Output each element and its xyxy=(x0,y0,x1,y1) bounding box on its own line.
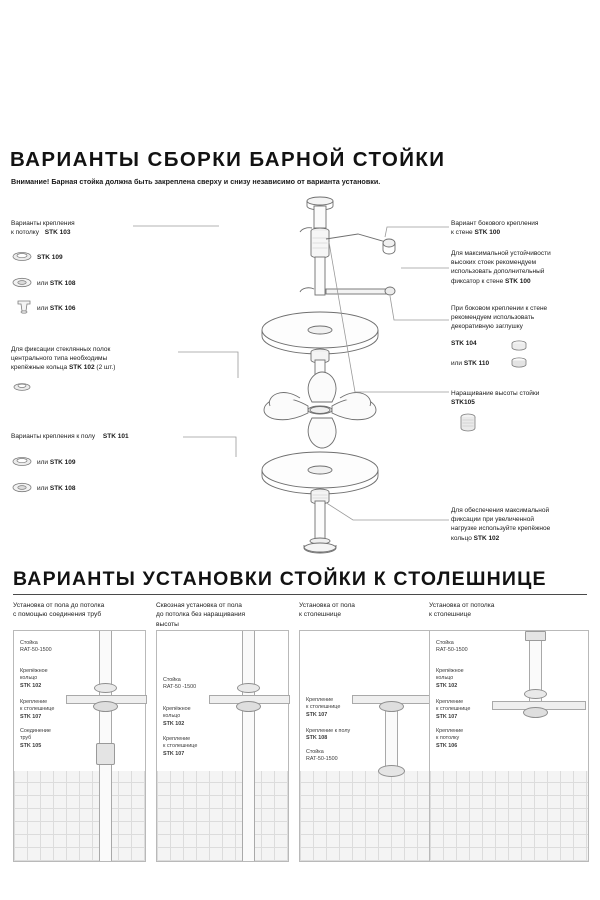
panel1-top-mount-stk107 xyxy=(93,701,118,712)
cap4-l2: к столешнице xyxy=(429,611,471,619)
code-stk103: STK 103 xyxy=(44,229,71,237)
p2-l1a: Крепёжное xyxy=(163,706,191,712)
section2-title: ВАРИАНТЫ УСТАНОВКИ СТОЙКИ К СТОЛЕШНИЦЕ xyxy=(13,568,547,590)
maxfix-line3: нагрузке используйте крепёжное xyxy=(451,525,551,533)
panel-variant-1 xyxy=(13,630,146,862)
p2-l1b: кольцо xyxy=(163,713,181,720)
panel3-label-countertop xyxy=(306,697,340,719)
panel-variant-3 xyxy=(299,630,432,862)
p4-l2b: к столешнице xyxy=(436,706,471,713)
cap3-l2: к столешнице xyxy=(299,611,341,619)
p3-l0a: Крепление xyxy=(306,697,334,703)
ring-icon-stk102 xyxy=(12,381,32,392)
cap-icon-stk110 xyxy=(509,357,529,368)
ring-icon-stk109 xyxy=(12,251,32,262)
p1-l2b: к столешнице xyxy=(20,706,55,713)
code-stk106: STK 106 xyxy=(49,305,76,312)
prefix-or-1: или xyxy=(37,280,50,287)
p4-l1a: Крепёжное xyxy=(436,668,464,674)
note-glass-shelf xyxy=(11,345,181,373)
note-wall-mount xyxy=(451,219,591,237)
p1-l1a: Крепёжное xyxy=(20,668,48,674)
option-stk109-ceiling xyxy=(37,253,63,262)
p1-l0b: RAT-50-1500 xyxy=(20,647,52,654)
p4-l3b: к потолку xyxy=(436,735,460,742)
p4-l0b: RAT-50-1500 xyxy=(436,647,468,654)
cap2-l1: Сквозная установка от пола xyxy=(156,602,242,609)
code-stk108-floor: STK 108 xyxy=(49,485,76,492)
panel2-floor-grid xyxy=(157,771,288,861)
code-stk110: STK 110 xyxy=(463,360,490,367)
stab-line4: фиксатор к стене xyxy=(451,277,505,285)
panel2-label-post xyxy=(163,677,196,692)
p1-l3b: труб xyxy=(20,735,32,742)
note-floor-mount xyxy=(11,432,191,441)
panel4-label-countertop xyxy=(436,699,470,721)
cap3-l1: Установка от пола xyxy=(299,602,355,609)
cap2-l2: до потолка без наращивания xyxy=(156,611,246,619)
section1-title: ВАРИАНТЫ СБОРКИ БАРНОЙ СТОЙКИ xyxy=(10,148,446,171)
p4-l3a: Крепление xyxy=(436,728,464,734)
cap2-l3: высоты xyxy=(156,620,179,628)
p3-l1a: Крепление к полу xyxy=(306,728,351,734)
panel4-label-post xyxy=(436,640,468,655)
option-stk109-floor xyxy=(37,458,76,467)
code-stk105: STK105 xyxy=(451,399,475,407)
note-ceiling-line2: к потолку xyxy=(11,229,39,237)
option-stk104 xyxy=(451,339,477,348)
coupler-icon-stk105 xyxy=(458,412,478,434)
p2-l0b: RAT-50 -1500 xyxy=(163,684,197,691)
p4-l2c: STK 107 xyxy=(436,713,458,720)
panel4-label-ring xyxy=(436,668,464,690)
note-decor-cap xyxy=(451,304,597,332)
wall-note-line2: к стене xyxy=(451,229,475,237)
p3-l2b: RAT-50-1500 xyxy=(306,756,338,763)
ring-icon-stk108 xyxy=(12,277,32,288)
cap1-l2: с помощью соединения труб xyxy=(13,611,102,619)
code-stk100: STK 100 xyxy=(474,229,501,237)
decor-line1: При боковом креплении к стене xyxy=(451,305,548,312)
panel4-top-mount-stk107 xyxy=(523,707,548,718)
panel2-ring-stk102 xyxy=(237,683,260,693)
decor-line3: декоративную заглушку xyxy=(451,323,523,331)
prefix-or-3: или xyxy=(37,459,50,466)
prefix-or-2: или xyxy=(37,305,50,312)
panel1-label-post xyxy=(20,640,52,655)
note-extend-height xyxy=(451,389,591,407)
p4-l3c: STK 106 xyxy=(436,742,458,749)
panel3-pipe xyxy=(385,705,398,771)
panel4-label-ceiling xyxy=(436,728,463,750)
cap4-l1: Установка от потолка xyxy=(429,602,495,609)
p1-l1b: кольцо xyxy=(20,675,38,682)
maxfix-line2: фиксации при увеличенной xyxy=(451,516,535,524)
p1-l1c: STK 102 xyxy=(20,682,42,689)
stab-line1: Для максимальной устойчивости xyxy=(451,250,551,257)
code-stk102-shelf: STK 102 xyxy=(68,364,95,372)
panel2-label-countertop xyxy=(163,736,197,758)
stab-line3: использовать дополнительный xyxy=(451,268,545,276)
code-stk100-2: STK 100 xyxy=(505,277,531,285)
panel1-ring-stk102 xyxy=(94,683,117,693)
code-stk101: STK 101 xyxy=(102,433,129,440)
p1-l0a: Стойка xyxy=(20,640,38,646)
panel3-floor-mount-stk108 xyxy=(378,765,405,777)
shelf-note-line3: крепёжные кольца xyxy=(11,364,69,372)
panel-variant-4 xyxy=(429,630,589,862)
p4-l1b: кольцо xyxy=(436,675,454,682)
prefix-or-4: или xyxy=(37,485,50,492)
stab-line2: высоких стоек рекомендуем xyxy=(451,259,537,267)
p2-l2a: Крепление xyxy=(163,736,191,742)
p4-l0a: Стойка xyxy=(436,640,454,646)
panel1-label-countertop xyxy=(20,699,54,721)
panel3-label-post xyxy=(306,749,338,764)
panel2-top-mount-stk107 xyxy=(236,701,261,712)
panel1-coupler-stk105 xyxy=(96,743,115,765)
p2-l2c: STK 107 xyxy=(163,750,185,757)
p2-l0a: Стойка xyxy=(163,677,181,683)
p4-l2a: Крепление xyxy=(436,699,464,705)
bracket-icon-stk106 xyxy=(14,299,34,315)
column-caption-2 xyxy=(156,601,288,629)
panel4-ceiling-mount-stk106 xyxy=(525,631,546,641)
note-stability xyxy=(451,249,597,286)
code-stk102-maxfix: STK 102 xyxy=(473,534,500,542)
p2-l2b: к столешнице xyxy=(163,743,198,750)
ring-icon-stk109-floor xyxy=(12,456,32,467)
note-ceiling-mount xyxy=(11,219,131,237)
panel4-floor-grid xyxy=(430,771,588,861)
panel3-label-floor xyxy=(306,728,350,743)
panel1-label-coupler xyxy=(20,728,51,750)
panel3-floor-grid xyxy=(300,771,431,861)
panel1-label-ring xyxy=(20,668,48,690)
p1-l3c: STK 105 xyxy=(20,742,42,749)
column-caption-4 xyxy=(429,601,559,620)
option-stk108-ceiling xyxy=(37,279,76,288)
code-stk109: STK 109 xyxy=(37,254,63,261)
panel-variant-2 xyxy=(156,630,289,862)
panel4-ring-stk102 xyxy=(524,689,547,699)
decor-line2: рекомендуем использовать xyxy=(451,314,535,322)
panel2-pipe-full xyxy=(242,631,255,861)
section1-warning: Внимание! Барная стойка должна быть закреплена сверху и снизу независимо от варианта установки. xyxy=(11,177,381,186)
p3-l2a: Стойка xyxy=(306,749,324,755)
maxfix-line1: Для обеспечения максимальной xyxy=(451,507,550,514)
column-caption-3 xyxy=(299,601,429,620)
prefix-or-5: или xyxy=(451,360,464,367)
p1-l3a: Соединение xyxy=(20,728,51,734)
maxfix-line4: кольцо xyxy=(451,534,474,542)
panel1-pipe-lower xyxy=(99,759,112,861)
cap-icon-stk104 xyxy=(509,340,529,351)
wall-note-line1: Вариант бокового крепления xyxy=(451,220,539,227)
shelf-note-tail: (2 шт.) xyxy=(94,364,116,372)
p1-l2c: STK 107 xyxy=(20,713,42,720)
p4-l1c: STK 102 xyxy=(436,682,458,689)
note-ceiling-line1: Варианты крепления xyxy=(11,220,75,227)
option-stk110 xyxy=(451,359,489,368)
note-max-fixation xyxy=(451,506,599,543)
p1-l2a: Крепление xyxy=(20,699,48,705)
column-caption-1 xyxy=(13,601,143,620)
code-stk108: STK 108 xyxy=(49,280,76,287)
code-stk104: STK 104 xyxy=(451,340,477,347)
section2-divider xyxy=(13,594,587,595)
p3-l1b: STK 108 xyxy=(306,735,328,742)
p3-l0c: STK 107 xyxy=(306,711,328,718)
ring-icon-stk108-floor xyxy=(12,482,32,493)
floor-note-label: Варианты крепления к полу xyxy=(11,433,96,440)
shelf-note-line1: Для фиксации стеклянных полок xyxy=(11,346,111,353)
extend-line1: Наращивание высоты стойки xyxy=(451,390,540,397)
panel2-label-ring xyxy=(163,706,191,728)
code-stk109-floor: STK 109 xyxy=(49,459,76,466)
panel3-top-mount-stk107 xyxy=(379,701,404,712)
cap1-l1: Установка от пола до потолка xyxy=(13,602,105,609)
option-stk108-floor xyxy=(37,484,76,493)
shelf-note-line2: центрального типа необходимы xyxy=(11,355,108,363)
panel1-floor-grid xyxy=(14,771,145,861)
option-stk106-ceiling xyxy=(37,304,76,313)
p2-l1c: STK 102 xyxy=(163,720,185,727)
p3-l0b: к столешнице xyxy=(306,704,341,711)
